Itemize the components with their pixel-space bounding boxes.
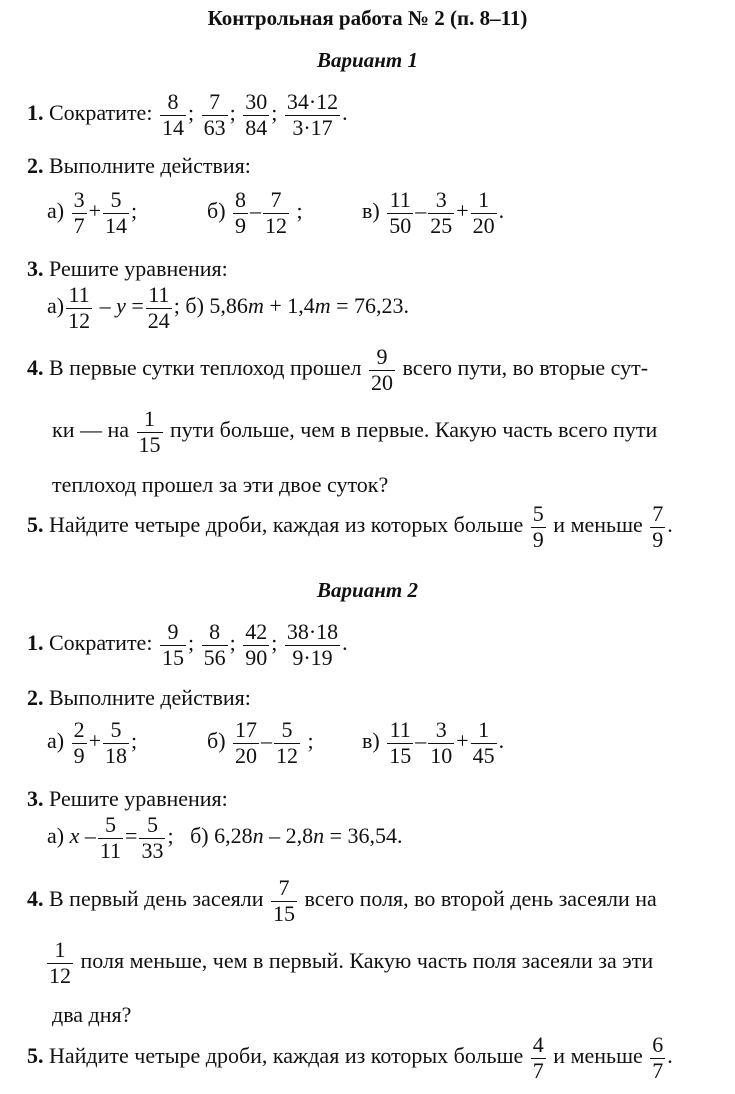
fraction: $\frac{11}{15}$ — [389, 717, 412, 768]
fraction: $\frac{3}{7}$ — [73, 187, 85, 238]
v1-task-4-line-1: 4. В первые сутки теплоход прошел $\frac{9}{20}$ всего пути, во вторые сут- — [27, 344, 649, 395]
v2-task-1: 1. Сократите: $\frac{9}{15}$ ; $\frac{8}{56}$ ; $\frac{42}{90}$ ; $\frac{38\cdot 18}{9\cdot 19}$ . — [27, 619, 348, 670]
fraction: $\frac{9}{15}$ — [161, 619, 184, 670]
fraction: $\frac{7}{12}$ — [265, 187, 288, 238]
v2-task-2-heading — [27, 685, 723, 711]
fraction: $\frac{5}{33}$ — [141, 812, 164, 863]
fraction: $\frac{30}{84}$ — [245, 89, 268, 140]
v2-task-3-heading — [27, 786, 723, 812]
item-v: в) $\frac{11}{15}$ – $\frac{3}{10}$ + $\frac{1}{45}$ . — [362, 717, 505, 768]
task-text: Выполните действия: — [49, 153, 251, 178]
fraction: $\frac{1}{45}$ — [472, 717, 495, 768]
fraction: $\frac{42}{90}$ — [245, 619, 268, 670]
fraction: $\frac{4}{7}$ — [532, 1032, 544, 1083]
fraction: $\frac{9}{20}$ — [370, 344, 393, 395]
v1-task-4-line-2: ки — на $\frac{1}{15}$ пути больше, чем в первые. Какую часть всего пути — [52, 406, 658, 457]
equations: а) x – $\frac{5}{11}$ = $\frac{5}{33}$ ; б) 6,28n – 2,8n = 36,54. — [47, 812, 403, 863]
task-number: 1. — [27, 100, 44, 126]
task-number: 5. — [27, 1043, 44, 1069]
v1-task-1: 1. Сократите: $\frac{8}{14}$ ; $\frac{7}{63}$ ; $\frac{30}{84}$ ; $\frac{34\cdot 12}{3\cdot 17}$ . — [27, 89, 348, 140]
fraction: $\frac{1}{15}$ — [138, 406, 161, 457]
task-number: 5. — [27, 512, 44, 538]
v2-task-4-line-1: 4. В первый день засеяли $\frac{7}{15}$ всего поля, во второй день засеяли на — [27, 875, 657, 926]
v2-task-4-line-2: $\frac{1}{12}$ поля меньше, чем в первый. Какую часть поля засеяли за эти — [49, 937, 654, 988]
item-a: а) $\frac{2}{9}$ + $\frac{5}{18}$ ; — [47, 717, 138, 768]
fraction: $\frac{34\cdot 12}{3\cdot 17}$ — [286, 89, 339, 140]
fraction: $\frac{5}{18}$ — [105, 717, 128, 768]
fraction: $\frac{1}{20}$ — [472, 187, 495, 238]
fraction: $\frac{38\cdot 18}{9\cdot 19}$ — [286, 619, 339, 670]
fraction: $\frac{11}{24}$ — [147, 282, 170, 333]
v1-task-4-line-3: теплоход прошел за эти двое суток? — [52, 472, 389, 497]
v2-task-5: 5. Найдите четыре дроби, каждая из которых больше $\frac{4}{7}$ и меньше $\frac{6}{7}$ . — [27, 1032, 673, 1083]
task-text: Решите уравнения: — [49, 256, 228, 281]
v1-task-2-heading — [27, 153, 723, 179]
fraction: $\frac{8}{56}$ — [203, 619, 226, 670]
page-title: Контрольная работа № 2 (п. 8–11) — [207, 6, 528, 30]
variant-2-heading: Вариант 2 — [317, 578, 418, 602]
fraction: $\frac{7}{15}$ — [273, 875, 296, 926]
fraction: $\frac{3}{10}$ — [430, 717, 453, 768]
task-number: 4. — [27, 355, 44, 381]
item-b: б) $\frac{17}{20}$ – $\frac{5}{12}$ ; — [207, 717, 314, 768]
task-number: 1. — [27, 630, 44, 656]
equations: а) $\frac{11}{12}$ – y = $\frac{11}{24}$ ; б) 5,86m + 1,4m = 76,23. — [47, 282, 410, 333]
task-number: 2. — [27, 685, 44, 710]
fraction: $\frac{8}{9}$ — [235, 187, 247, 238]
item-v: в) $\frac{11}{50}$ – $\frac{3}{25}$ + $\frac{1}{20}$ . — [362, 187, 505, 238]
fraction: $\frac{5}{11}$ — [99, 812, 122, 863]
fraction: $\frac{11}{12}$ — [68, 282, 91, 333]
v1-task-5: 5. Найдите четыре дроби, каждая из которых больше $\frac{5}{9}$ и меньше $\frac{7}{9}$ . — [27, 501, 673, 552]
task-number: 2. — [27, 153, 44, 178]
task-text: Решите уравнения: — [49, 786, 228, 811]
fraction: $\frac{1}{12}$ — [49, 937, 71, 988]
fraction: $\frac{5}{12}$ — [276, 717, 299, 768]
task-number: 3. — [27, 786, 44, 811]
task-number: 4. — [27, 886, 44, 912]
item-a: а) $\frac{3}{7}$ + $\frac{5}{14}$ ; — [47, 187, 138, 238]
v2-task-4-line-3: два дня? — [52, 1002, 132, 1027]
fraction: $\frac{8}{14}$ — [161, 89, 184, 140]
fraction: $\frac{7}{9}$ — [652, 501, 664, 552]
fraction: $\frac{5}{14}$ — [105, 187, 128, 238]
task-text: Выполните действия: — [49, 685, 251, 710]
task-text: Сократите: — [49, 630, 153, 656]
item-b: б) $\frac{8}{9}$ – $\frac{7}{12}$ ; — [207, 187, 303, 238]
fraction: $\frac{5}{9}$ — [532, 501, 544, 552]
fraction: $\frac{2}{9}$ — [73, 717, 85, 768]
fraction: $\frac{7}{63}$ — [203, 89, 226, 140]
v1-task-3-heading — [27, 256, 723, 282]
fraction: $\frac{6}{7}$ — [652, 1032, 664, 1083]
fraction: $\frac{17}{20}$ — [235, 717, 258, 768]
fraction: $\frac{11}{50}$ — [389, 187, 412, 238]
variant-1-heading: Вариант 1 — [317, 48, 418, 72]
task-number: 3. — [27, 256, 44, 281]
task-text: Сократите: — [49, 100, 153, 126]
fraction: $\frac{3}{25}$ — [430, 187, 453, 238]
